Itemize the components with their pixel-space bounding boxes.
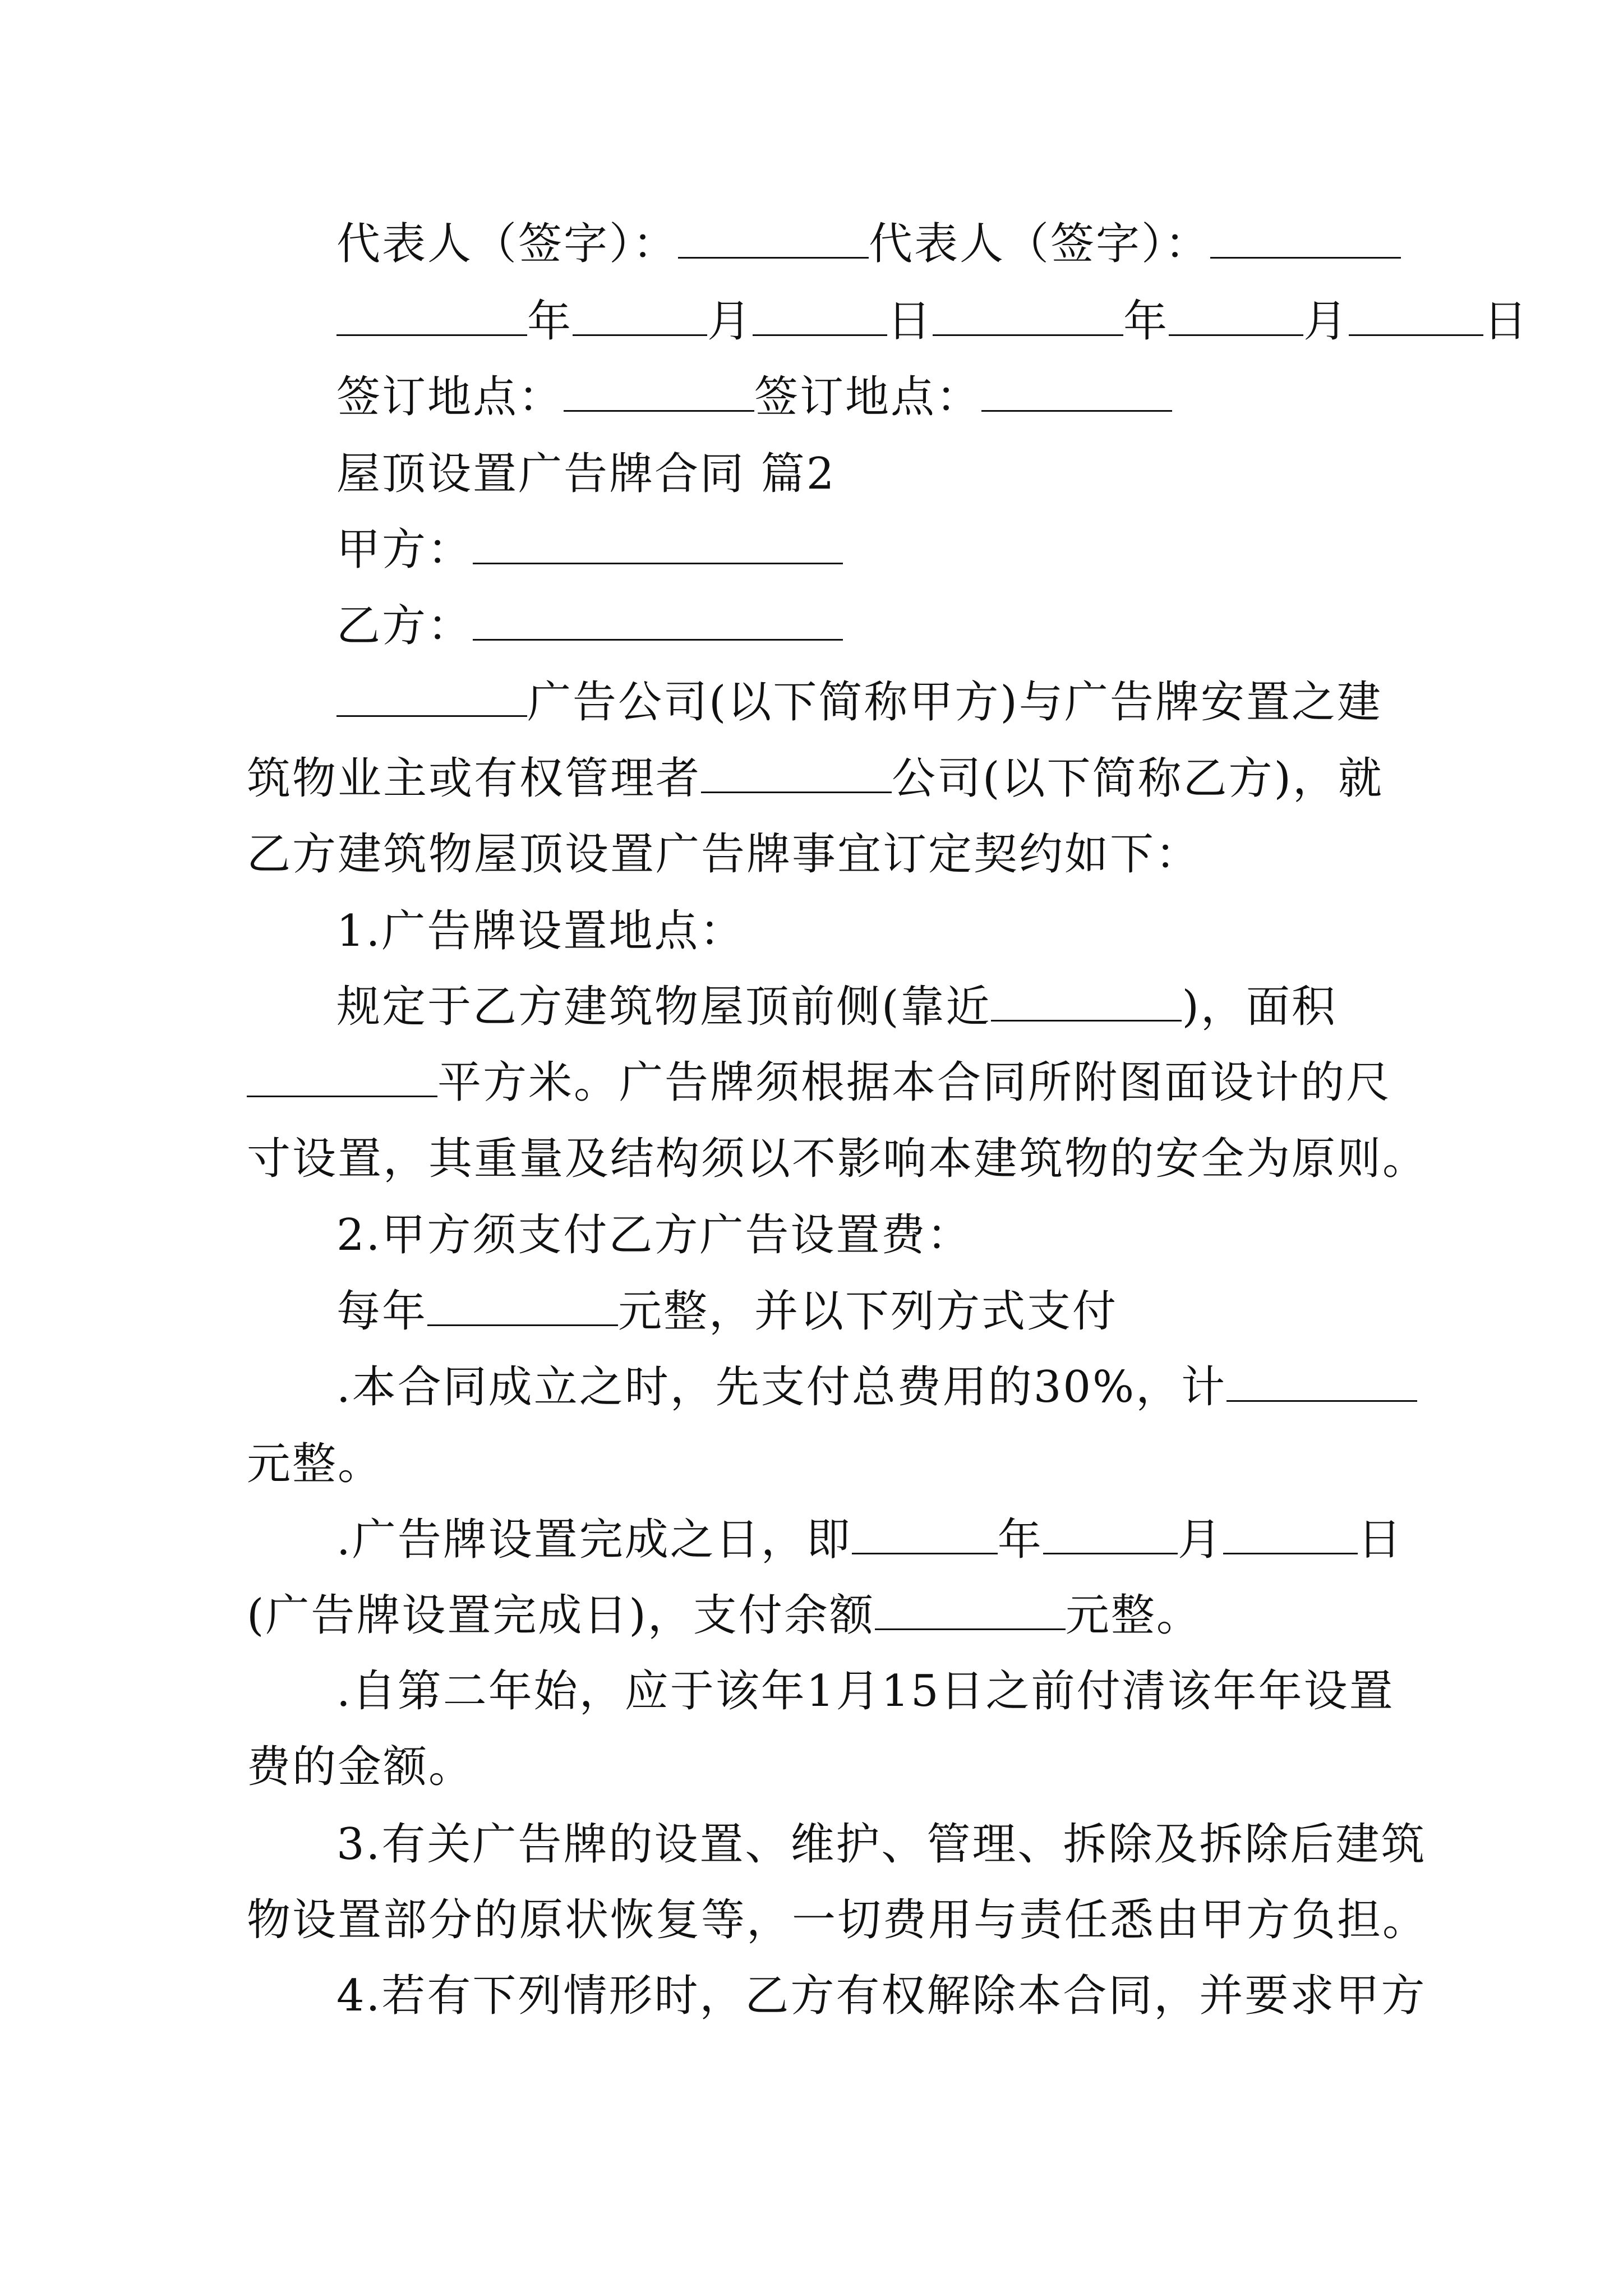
payment-item-2-cont bbox=[247, 1588, 1202, 1644]
clause-1-line-1 bbox=[336, 979, 1337, 1035]
party-b-blank bbox=[473, 599, 843, 641]
area-blank bbox=[247, 1055, 437, 1097]
clause-1-line-2 bbox=[247, 1055, 1391, 1111]
signature-blank-b bbox=[1210, 217, 1401, 259]
clause-1-text-1a: 规定于乙方建筑物屋顶前侧(靠近 bbox=[336, 982, 992, 1032]
signing-place-label-a: 签订地点： bbox=[336, 372, 564, 422]
completion-month-blank bbox=[1043, 1512, 1178, 1554]
clause-1-title: 1.广告牌设置地点： bbox=[336, 906, 745, 956]
clause-1-text-1b: )，面积 bbox=[1182, 982, 1337, 1032]
signing-place-blank-b bbox=[981, 370, 1172, 412]
intro-text-1: 广告公司(以下简称甲方)与广告牌安置之建 bbox=[527, 677, 1382, 728]
signing-place-label-b: 签订地点： bbox=[754, 372, 982, 422]
near-blank bbox=[991, 979, 1182, 1022]
intro-text-2b: 公司(以下简称乙方)，就 bbox=[892, 753, 1384, 804]
clause-2-title: 2.甲方须支付乙方广告设置费： bbox=[336, 1210, 972, 1260]
clause-2-line-1 bbox=[336, 1283, 1118, 1340]
representative-label-a: 代表人（签字）： bbox=[336, 219, 679, 269]
year-blank-a bbox=[336, 294, 527, 336]
completion-day-label: 日 bbox=[1357, 1515, 1403, 1565]
party-a-blank bbox=[473, 522, 843, 564]
signing-place-blank-a bbox=[564, 370, 754, 412]
clause-2-text-1b: 元整，并以下列方式支付 bbox=[618, 1286, 1118, 1337]
payment-item-2-text: .广告牌设置完成之日，即 bbox=[336, 1515, 852, 1565]
completion-month-label: 月 bbox=[1177, 1515, 1223, 1565]
payment-item-3: .自第二年始，应于该年1月15日之前付清该年年设置 bbox=[336, 1666, 1395, 1717]
day-label-a: 日 bbox=[887, 296, 933, 347]
payment-item-2 bbox=[336, 1512, 1403, 1568]
party-a-line bbox=[336, 522, 843, 578]
signature-line bbox=[336, 216, 1401, 272]
balance-blank bbox=[875, 1588, 1066, 1630]
date-line bbox=[336, 293, 1529, 349]
month-label-a: 月 bbox=[707, 296, 753, 347]
signing-place-line bbox=[336, 369, 1172, 425]
payment-item-3-cont: 费的金额。 bbox=[247, 1742, 474, 1792]
day-label-b: 日 bbox=[1483, 296, 1529, 347]
year-label-a: 年 bbox=[527, 296, 573, 347]
first-payment-blank bbox=[1227, 1360, 1417, 1402]
payment-item-2-text-b: (广告牌设置完成日)，支付余额 bbox=[247, 1590, 875, 1641]
party-b-line bbox=[336, 598, 843, 654]
intro-text-2a: 筑物业主或有权管理者 bbox=[247, 753, 702, 804]
year-label-b: 年 bbox=[1123, 296, 1169, 347]
party-b-label: 乙方： bbox=[336, 601, 473, 651]
section-heading: 屋顶设置广告牌合同 篇2 bbox=[336, 449, 836, 499]
clause-1-text-2: 平方米。广告牌须根据本合同所附图面设计的尺 bbox=[437, 1057, 1392, 1108]
clause-1-line-3: 寸设置，其重量及结构须以不影响本建筑物的安全为原则。 bbox=[247, 1134, 1428, 1184]
clause-4-line-1: 4.若有下列情形时，乙方有权解除本合同，并要求甲方 bbox=[336, 1971, 1427, 2021]
intro-line-3: 乙方建筑物屋顶设置广告牌事宜订定契约如下： bbox=[247, 829, 1201, 880]
month-blank-b bbox=[1169, 294, 1303, 336]
month-blank-a bbox=[573, 294, 707, 336]
payment-item-1-text: .本合同成立之时，先支付总费用的30%，计 bbox=[336, 1362, 1227, 1412]
clause-2-text-1a: 每年 bbox=[336, 1286, 428, 1337]
ad-company-blank bbox=[336, 675, 527, 717]
party-a-label: 甲方： bbox=[336, 524, 473, 575]
completion-year-blank bbox=[852, 1512, 998, 1554]
payment-item-1 bbox=[336, 1359, 1417, 1415]
intro-line-1 bbox=[336, 674, 1382, 730]
payment-item-1-cont: 元整。 bbox=[247, 1439, 384, 1489]
clause-3-line-1: 3.有关广告牌的设置、维护、管理、拆除及拆除后建筑 bbox=[336, 1819, 1427, 1870]
completion-day-blank bbox=[1223, 1512, 1358, 1554]
signature-blank-a bbox=[678, 217, 869, 259]
day-blank-a bbox=[753, 294, 887, 336]
completion-year-label: 年 bbox=[997, 1515, 1043, 1565]
day-blank-b bbox=[1349, 294, 1483, 336]
owner-company-blank bbox=[701, 751, 892, 793]
representative-label-b: 代表人（签字）： bbox=[869, 219, 1211, 269]
month-label-b: 月 bbox=[1303, 296, 1349, 347]
clause-3-line-2: 物设置部分的原状恢复等，一切费用与责任悉由甲方负担。 bbox=[247, 1895, 1428, 1945]
intro-line-2 bbox=[247, 751, 1384, 807]
year-blank-b bbox=[933, 294, 1123, 336]
payment-item-2-text-c: 元整。 bbox=[1065, 1590, 1202, 1641]
annual-fee-blank bbox=[427, 1284, 618, 1326]
